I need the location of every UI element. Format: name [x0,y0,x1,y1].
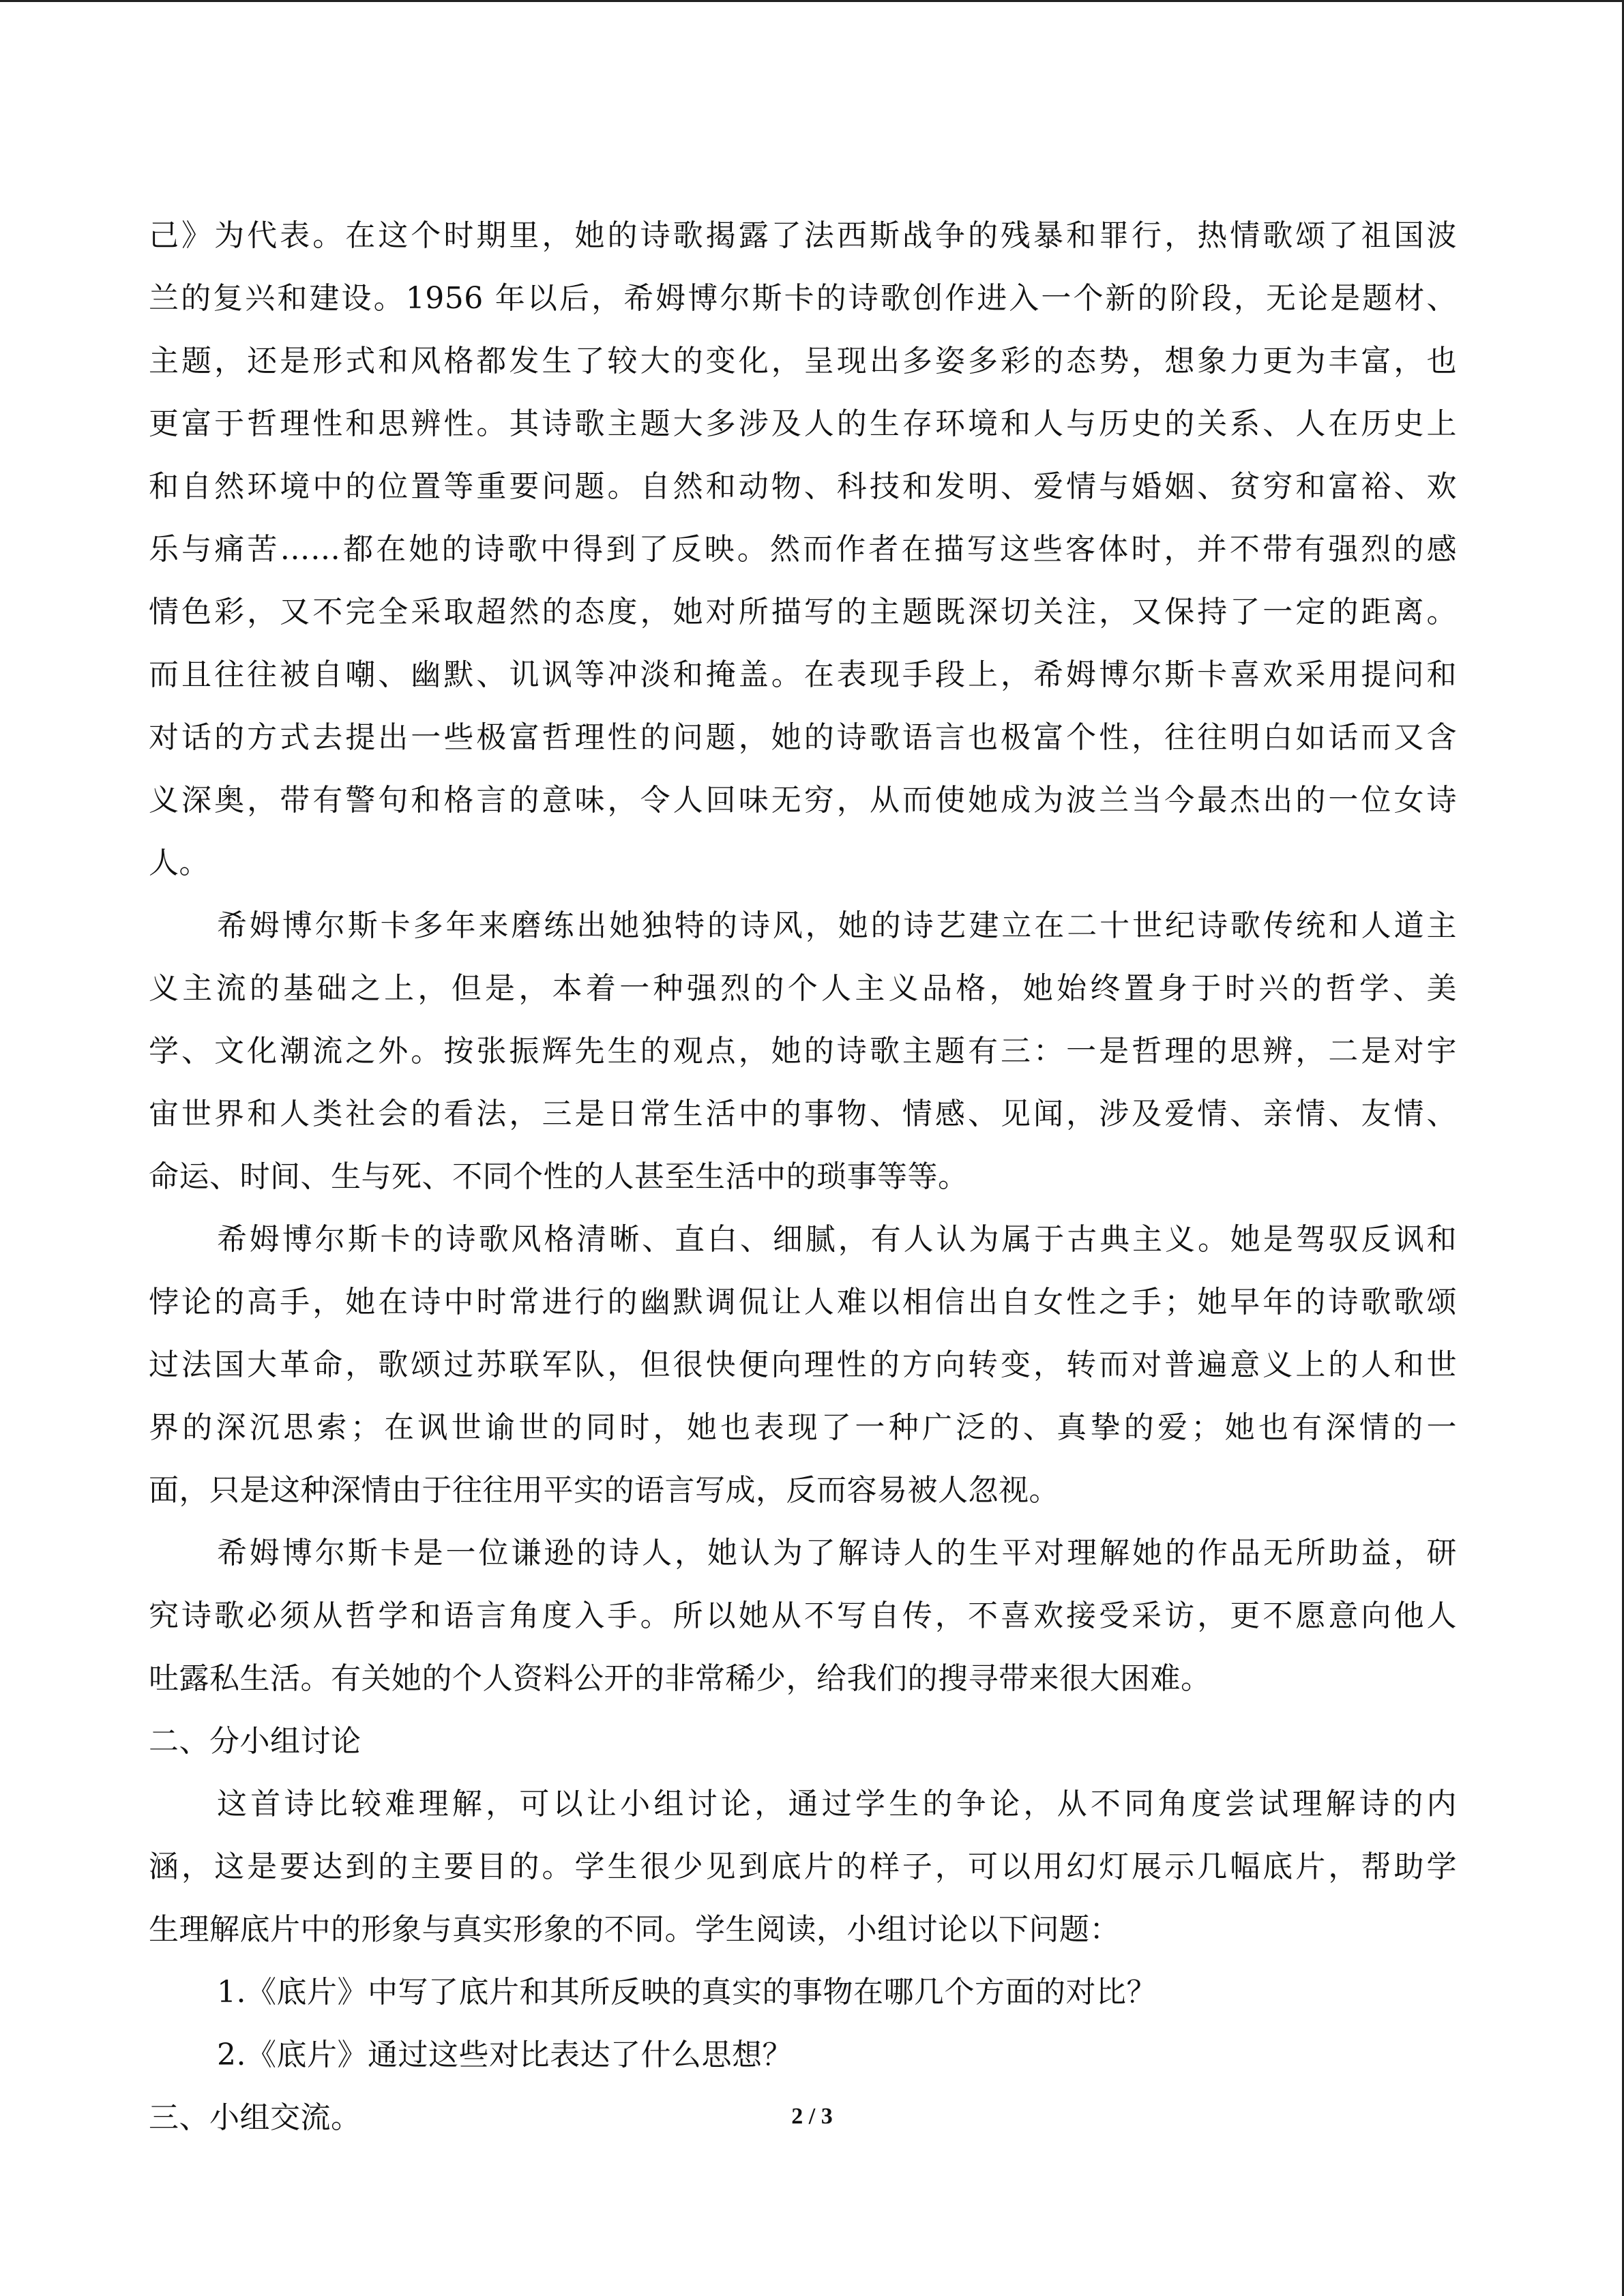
text-line: 吐露私生活。有关她的个人资料公开的非常稀少，给我们的搜寻带来很大困难。 [149,1661,1211,1696]
text-line: 界的深沉思索；在讽世谕世的同时，她也表现了一种广泛的、真挚的爱；她也有深情的一 [149,1410,1457,1445]
paragraph [149,895,1457,1208]
paragraph [149,1710,1457,1773]
page-number: 2 / 3 [791,2104,833,2129]
text-line: 2.《底片》通过这些对比表达了什么思想？ [217,2038,793,2072]
text-line: 义主流的基础之上，但是，本着一种强烈的个人主义品格，她始终置身于时兴的哲学、美 [149,971,1457,1006]
paragraph [149,1773,1457,1961]
text-line: 主题，还是形式和风格都发生了较大的变化，呈现出多姿多彩的态势，想象力更为丰富，也 [149,344,1457,378]
text-line: 希姆博尔斯卡的诗歌风格清晰、直白、细腻，有人认为属于古典主义。她是驾驭反讽和 [217,1222,1457,1257]
text-line: 宙世界和人类社会的看法，三是日常生活中的事物、情感、见闻，涉及爱情、亲情、友情、 [149,1097,1457,1131]
paragraph [149,1961,1457,2024]
text-line: 过法国大革命，歌颂过苏联军队，但很快便向理性的方向转变，转而对普遍意义上的人和世 [149,1347,1457,1382]
text-line: 希姆博尔斯卡多年来磨练出她独特的诗风，她的诗艺建立在二十世纪诗歌传统和人道主 [217,908,1457,943]
text-line: 学、文化潮流之外。按张振辉先生的观点，她的诗歌主题有三：一是哲理的思辨，二是对宇 [149,1034,1457,1069]
text-line: 和自然环境中的位置等重要问题。自然和动物、科技和发明、爱情与婚姻、贫穷和富裕、欢 [149,469,1457,504]
text-line: 而且往往被自嘲、幽默、讥讽等冲淡和掩盖。在表现手段上，希姆博尔斯卡喜欢采用提问和 [149,657,1457,692]
text-line: 命运、时间、生与死、不同个性的人甚至生活中的琐事等等。 [149,1159,969,1194]
paragraph [149,2024,1457,2087]
text-line: 对话的方式去提出一些极富哲理性的问题，她的诗歌语言也极富个性，往往明白如话而又含 [149,720,1457,755]
text-line: 悖论的高手，她在诗中时常进行的幽默调侃让人难以相信出自女性之手；她早年的诗歌歌颂 [149,1285,1457,1320]
text-line: 人。 [149,846,209,880]
text-line: 涵，这是要达到的主要目的。学生很少见到底片的样子，可以用幻灯展示几幅底片，帮助学 [149,1849,1457,1884]
text-line: 这首诗比较难理解，可以让小组讨论，通过学生的争论，从不同角度尝试理解诗的内 [217,1787,1457,1821]
text-line: 情色彩，又不完全采取超然的态度，她对所描写的主题既深切关注，又保持了一定的距离。 [149,595,1457,629]
text-line: 更富于哲理性和思辨性。其诗歌主题大多涉及人的生存环境和人与历史的关系、人在历史上 [149,406,1457,441]
text-line: 究诗歌必须从哲学和语言角度入手。所以她从不写自传，不喜欢接受采访，更不愿意向他人 [149,1598,1457,1633]
text-line: 面，只是这种深情由于往往用平实的语言写成，反而容易被人忽视。 [149,1473,1059,1508]
document-body [149,205,1457,2149]
text-line: 义深奥，带有警句和格言的意味，令人回味无穷，从而使她成为波兰当今最杰出的一位女诗 [149,783,1457,818]
paragraph [149,1208,1457,1522]
paragraph [149,205,1457,895]
text-line: 三、小组交流。 [149,2100,361,2135]
text-line: 1.《底片》中写了底片和其所反映的真实的事物在哪几个方面的对比？ [217,1975,1157,2010]
text-line: 兰的复兴和建设。1956 年以后，希姆博尔斯卡的诗歌创作进入一个新的阶段，无论是题材、 [149,281,1457,316]
text-line: 己》为代表。在这个时期里，她的诗歌揭露了法西斯战争的残暴和罪行，热情歌颂了祖国波 [149,218,1457,253]
text-line: 生理解底片中的形象与真实形象的不同。学生阅读，小组讨论以下问题： [149,1912,1120,1947]
text-line: 希姆博尔斯卡是一位谦逊的诗人，她认为了解诗人的生平对理解她的作品无所助益，研 [217,1536,1457,1570]
text-line: 乐与痛苦……都在她的诗歌中得到了反映。然而作者在描写这些客体时，并不带有强烈的感 [149,532,1457,567]
text-line: 二、分小组讨论 [149,1724,361,1759]
paragraph [149,1522,1457,1710]
